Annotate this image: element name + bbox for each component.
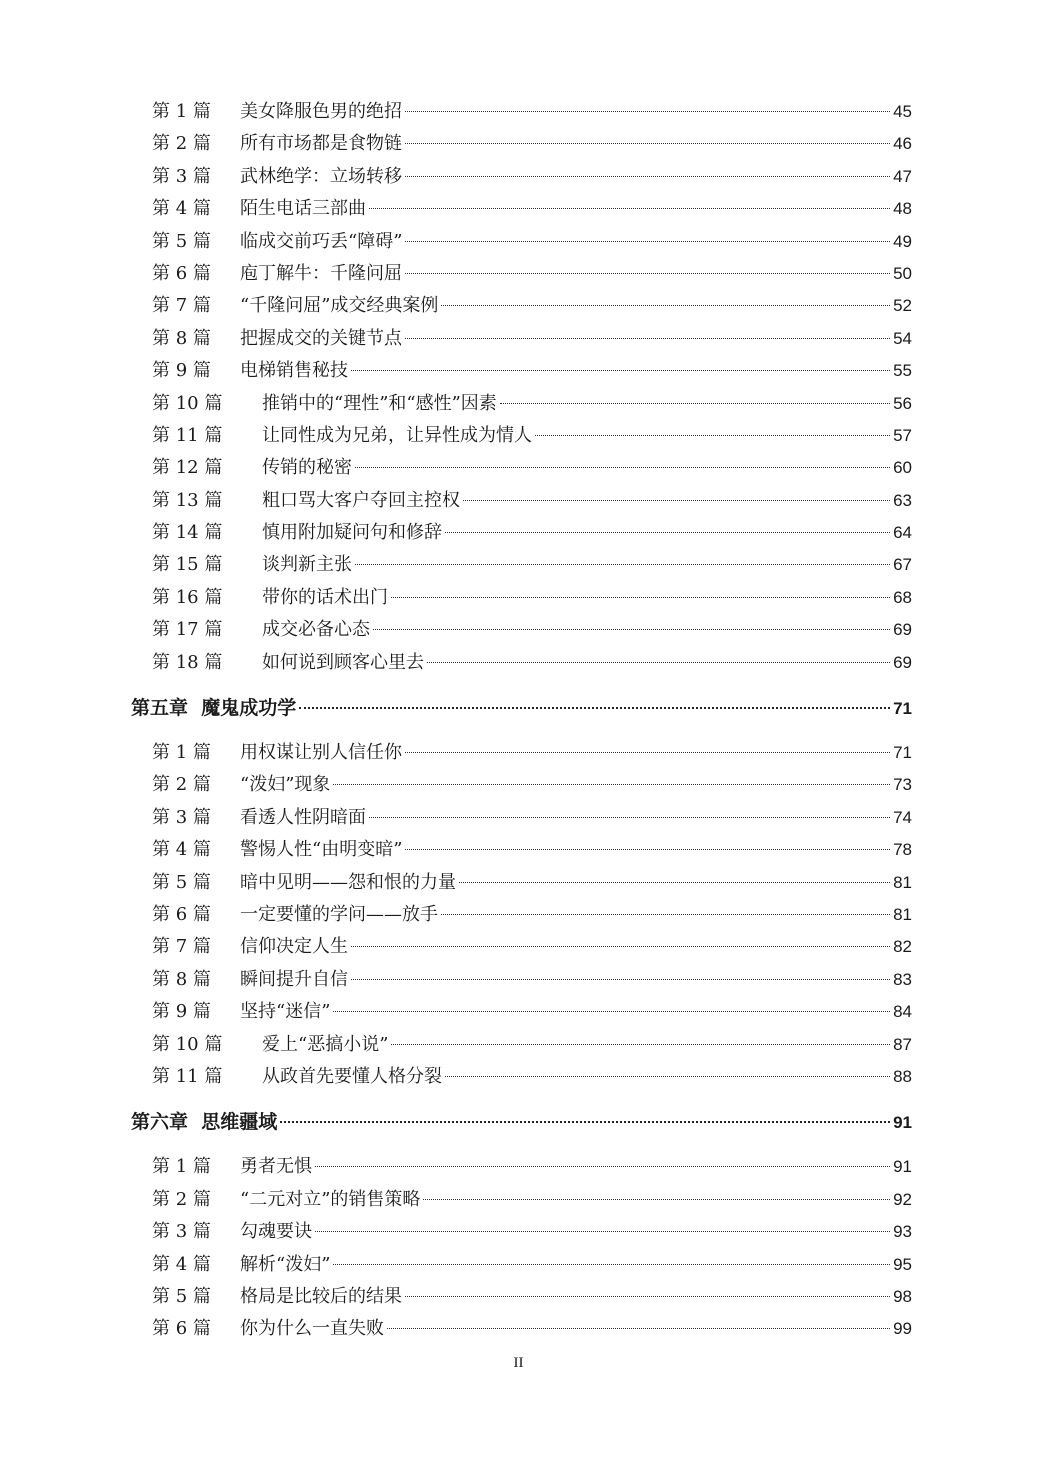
entry-number: 第 6 篇	[152, 262, 211, 284]
entry-page-number: 84	[893, 1002, 912, 1022]
entry-page-number: 69	[893, 620, 912, 640]
entry-page-number: 74	[893, 807, 912, 827]
toc-entry[interactable]	[152, 1029, 912, 1061]
entry-number: 第 11 篇	[152, 424, 223, 446]
toc-entry[interactable]	[152, 355, 912, 387]
dot-leader	[333, 1011, 890, 1012]
toc-entry[interactable]	[152, 96, 912, 128]
toc-entry[interactable]	[152, 996, 912, 1028]
toc-entry[interactable]	[152, 582, 912, 614]
entry-number: 第 1 篇	[152, 101, 211, 122]
toc-entry[interactable]	[152, 1249, 912, 1281]
entry-page-number: 92	[893, 1189, 912, 1209]
chapter-page-number: 91	[893, 1113, 912, 1133]
dot-leader	[280, 1121, 890, 1123]
toc-entry[interactable]	[152, 647, 912, 679]
entry-title: 如何说到顾客心里去	[262, 651, 424, 673]
dot-leader	[500, 403, 890, 404]
table-of-contents	[0, 96, 1037, 1346]
page-footer-number: II	[513, 1355, 524, 1371]
toc-entry[interactable]	[152, 931, 912, 963]
entry-page-number: 93	[893, 1222, 912, 1242]
dot-leader	[405, 752, 890, 753]
entry-title: 解析“泼妇”	[240, 1253, 331, 1275]
toc-entry[interactable]	[152, 452, 912, 484]
dot-leader	[373, 629, 890, 630]
entry-page-number: 49	[893, 231, 912, 251]
entry-page-number: 68	[893, 587, 912, 607]
entry-page-number: 81	[893, 872, 912, 892]
dot-leader	[355, 564, 890, 565]
entry-page-number: 73	[893, 775, 912, 795]
dot-leader	[369, 208, 890, 209]
entry-number: 第 1 篇	[152, 1156, 211, 1178]
dot-leader	[351, 370, 890, 371]
entry-title: “泼妇”现象	[240, 774, 331, 796]
entry-number: 第 13 篇	[152, 489, 223, 511]
entry-title: 信仰决定人生	[240, 936, 348, 958]
dot-leader	[405, 849, 890, 850]
entry-title: 勾魂要诀	[240, 1221, 312, 1243]
dot-leader	[315, 1166, 890, 1167]
entry-number: 第 7 篇	[152, 936, 211, 958]
toc-entry[interactable]	[152, 1281, 912, 1313]
toc-entry[interactable]	[152, 517, 912, 549]
entry-title: 电梯销售秘技	[240, 360, 348, 382]
toc-entry[interactable]	[152, 1184, 912, 1216]
dot-leader	[391, 597, 890, 598]
toc-entry[interactable]	[152, 1151, 912, 1183]
dot-leader	[405, 241, 890, 242]
chapter-title: 第六章 思维疆域	[131, 1111, 278, 1134]
dot-leader	[333, 784, 890, 785]
entry-title: 粗口骂大客户夺回主控权	[262, 489, 460, 511]
entry-page-number: 45	[893, 102, 912, 121]
entry-page-number: 63	[893, 490, 912, 510]
dot-leader	[441, 914, 890, 915]
entry-title: 传销的秘密	[262, 457, 352, 479]
dot-leader	[405, 176, 890, 177]
entry-title: 从政首先要懂人格分裂	[262, 1065, 442, 1087]
entry-title: 把握成交的关键节点	[240, 327, 402, 349]
entry-page-number: 47	[893, 166, 912, 186]
entry-number: 第 12 篇	[152, 457, 223, 479]
entry-number: 第 15 篇	[152, 554, 223, 576]
entry-number: 第 3 篇	[152, 806, 211, 828]
toc-entry[interactable]	[152, 323, 912, 355]
entry-page-number: 71	[893, 743, 912, 763]
entry-title: 勇者无惧	[240, 1156, 312, 1178]
toc-entry[interactable]	[152, 290, 912, 322]
toc-entry[interactable]	[152, 128, 912, 160]
dot-leader	[405, 273, 890, 274]
dot-leader	[355, 467, 890, 468]
entry-title: 坚持“迷信”	[240, 1001, 331, 1023]
entry-page-number: 57	[893, 425, 912, 445]
dot-leader	[369, 817, 890, 818]
dot-leader	[427, 662, 890, 663]
entry-number: 第 17 篇	[152, 619, 223, 641]
entry-title: 武林绝学：立场转移	[240, 165, 402, 187]
entry-title: 格局是比较后的结果	[240, 1285, 402, 1307]
entry-number: 第 7 篇	[152, 295, 211, 317]
entry-number: 第 10 篇	[152, 1033, 223, 1055]
entry-page-number: 60	[893, 458, 912, 478]
entry-title: 推销中的“理性”和“感性”因素	[262, 392, 497, 414]
dot-leader	[445, 1076, 890, 1077]
entry-page-number: 88	[893, 1066, 912, 1086]
toc-entry[interactable]	[152, 258, 912, 290]
toc-entry[interactable]	[152, 737, 912, 769]
toc-entry[interactable]	[152, 899, 912, 931]
chapter-page-number: 71	[893, 699, 912, 719]
entry-title: 用权谋让别人信任你	[240, 742, 402, 764]
entry-title: 临成交前巧丢“障碍”	[240, 230, 403, 252]
toc-entry[interactable]	[152, 485, 912, 517]
entry-title: 陌生电话三部曲	[240, 198, 366, 220]
entry-number: 第 11 篇	[152, 1065, 223, 1087]
entry-title: 你为什么一直失败	[240, 1318, 384, 1340]
entry-title: 庖丁解牛：千隆问屈	[240, 262, 402, 284]
dot-leader	[333, 1264, 890, 1265]
dot-leader	[405, 1296, 890, 1297]
entry-page-number: 99	[893, 1319, 912, 1339]
entry-number: 第 5 篇	[152, 230, 211, 252]
entry-page-number: 50	[893, 263, 912, 283]
dot-leader	[387, 1328, 890, 1329]
toc-entry[interactable]	[152, 867, 912, 899]
entry-number: 第 5 篇	[152, 871, 211, 893]
entry-title: 警惕人性“由明变暗”	[240, 839, 403, 861]
entry-page-number: 48	[893, 199, 912, 219]
entry-number: 第 16 篇	[152, 586, 223, 608]
entry-title: 一定要懂的学问——放手	[240, 903, 438, 925]
entry-page-number: 55	[893, 361, 912, 381]
entry-number: 第 8 篇	[152, 327, 211, 349]
toc-entry[interactable]	[152, 964, 912, 996]
entry-number: 第 9 篇	[152, 1001, 211, 1023]
entry-page-number: 82	[893, 937, 912, 957]
entry-title: 爱上“恶搞小说”	[262, 1033, 389, 1055]
entry-title: 成交必备心态	[262, 619, 370, 641]
entry-page-number: 98	[893, 1286, 912, 1306]
dot-leader	[405, 111, 890, 112]
toc-entry[interactable]	[152, 226, 912, 258]
toc-entry[interactable]	[152, 834, 912, 866]
chapter-heading[interactable]	[131, 1106, 912, 1138]
entry-title: 暗中见明——怨和恨的力量	[240, 871, 456, 893]
entry-number: 第 2 篇	[152, 1188, 211, 1210]
entry-page-number: 52	[893, 296, 912, 316]
entry-number: 第 2 篇	[152, 774, 211, 796]
entry-number: 第 8 篇	[152, 968, 211, 990]
entry-number: 第 3 篇	[152, 1221, 211, 1243]
entry-page-number: 83	[893, 969, 912, 989]
entry-page-number: 46	[893, 134, 912, 154]
toc-entry[interactable]	[152, 549, 912, 581]
entry-page-number: 87	[893, 1034, 912, 1054]
entry-page-number: 95	[893, 1254, 912, 1274]
toc-entry[interactable]	[152, 388, 912, 420]
entry-page-number: 91	[893, 1157, 912, 1177]
dot-leader	[423, 1199, 890, 1200]
entry-title: 带你的话术出门	[262, 586, 388, 608]
entry-title: 看透人性阴暗面	[240, 806, 366, 828]
toc-entry[interactable]	[152, 1216, 912, 1248]
entry-title: 让同性成为兄弟，让异性成为情人	[262, 424, 532, 446]
dot-leader	[351, 946, 890, 947]
toc-entry[interactable]	[152, 802, 912, 834]
entry-page-number: 54	[893, 328, 912, 348]
dot-leader	[535, 435, 890, 436]
dot-leader	[441, 305, 890, 306]
entry-title: 所有市场都是食物链	[240, 133, 402, 155]
chapter-heading[interactable]	[131, 692, 912, 724]
toc-entry[interactable]	[152, 769, 912, 801]
dot-leader	[459, 882, 890, 883]
entry-title: 慎用附加疑问句和修辞	[262, 522, 442, 544]
entry-title: 瞬间提升自信	[240, 968, 348, 990]
entry-number: 第 3 篇	[152, 165, 211, 187]
dot-leader	[351, 979, 890, 980]
entry-number: 第 4 篇	[152, 839, 211, 861]
entry-title: “二元对立”的销售策略	[240, 1188, 421, 1210]
entry-title: 美女降服色男的绝招	[240, 101, 402, 122]
entry-number: 第 4 篇	[152, 198, 211, 220]
entry-page-number: 78	[893, 840, 912, 860]
dot-leader	[405, 143, 890, 144]
toc-entry[interactable]	[152, 1313, 912, 1345]
entry-title: “千隆问屈”成交经典案例	[240, 295, 439, 317]
dot-leader	[391, 1044, 890, 1045]
toc-entry[interactable]	[152, 193, 912, 225]
entry-page-number: 64	[893, 523, 912, 543]
toc-entry[interactable]	[152, 161, 912, 193]
chapter-title: 第五章 魔鬼成功学	[131, 697, 297, 720]
entry-page-number: 56	[893, 393, 912, 413]
entry-number: 第 9 篇	[152, 360, 211, 382]
dot-leader	[405, 338, 890, 339]
toc-entry[interactable]	[152, 614, 912, 646]
dot-leader	[463, 500, 890, 501]
entry-page-number: 69	[893, 652, 912, 672]
dot-leader	[315, 1231, 890, 1232]
dot-leader	[299, 707, 890, 709]
dot-leader	[445, 532, 890, 533]
entry-number: 第 6 篇	[152, 903, 211, 925]
entry-number: 第 2 篇	[152, 133, 211, 155]
entry-number: 第 4 篇	[152, 1253, 211, 1275]
entry-title: 谈判新主张	[262, 554, 352, 576]
entry-page-number: 67	[893, 555, 912, 575]
entry-number: 第 10 篇	[152, 392, 223, 414]
entry-page-number: 81	[893, 904, 912, 924]
entry-number: 第 5 篇	[152, 1285, 211, 1307]
toc-entry[interactable]	[152, 1061, 912, 1093]
entry-number: 第 6 篇	[152, 1318, 211, 1340]
entry-number: 第 1 篇	[152, 742, 211, 764]
toc-entry[interactable]	[152, 420, 912, 452]
entry-number: 第 18 篇	[152, 651, 223, 673]
entry-number: 第 14 篇	[152, 522, 223, 544]
